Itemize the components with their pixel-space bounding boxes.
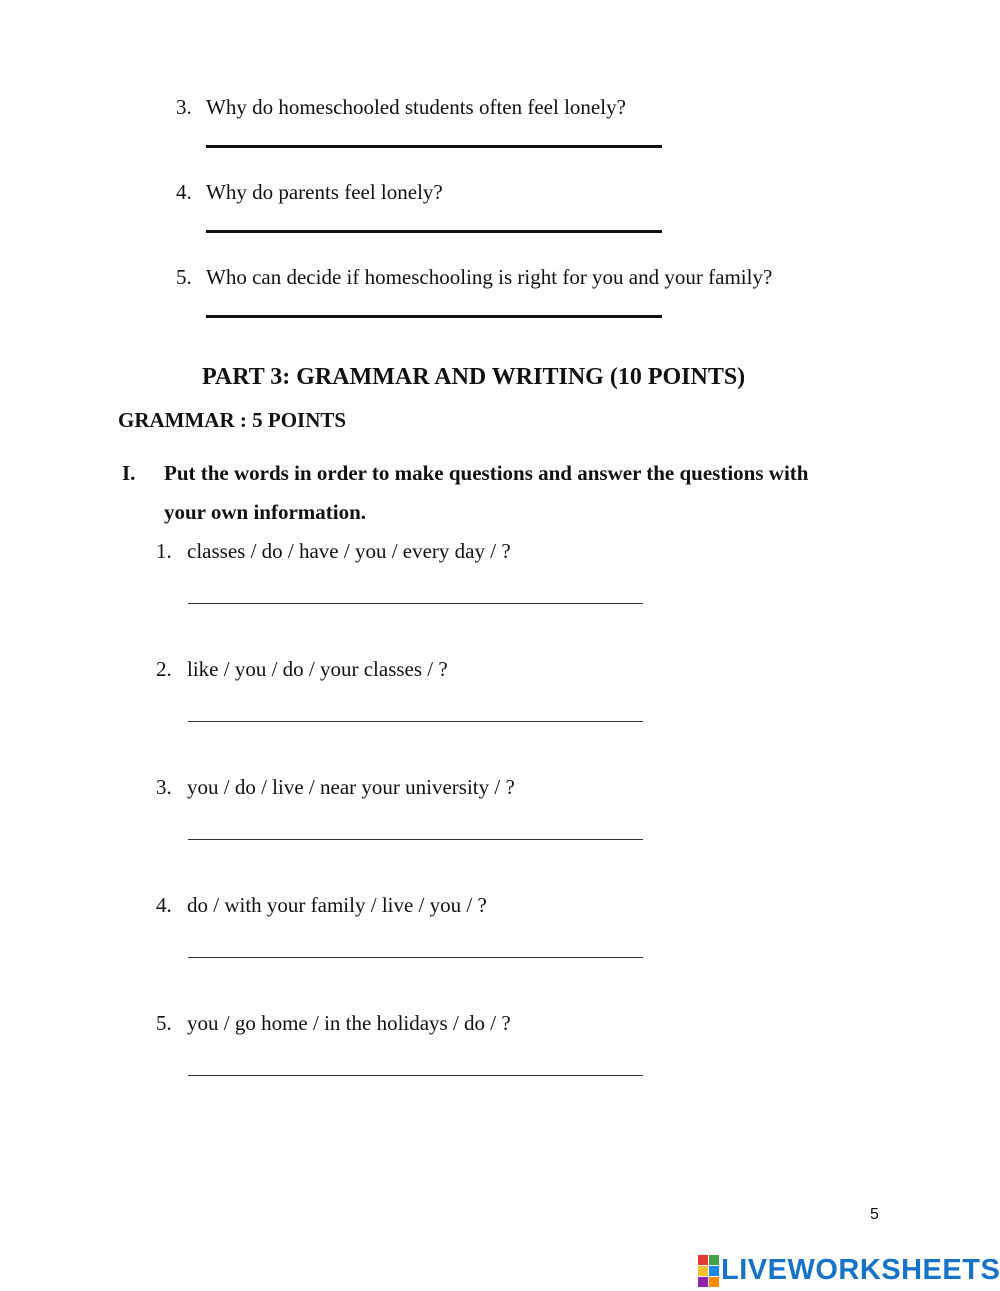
part-title: PART 3: GRAMMAR AND WRITING (10 POINTS) [202, 364, 746, 390]
logo-block [709, 1266, 719, 1276]
question-number: 4. [176, 180, 192, 204]
item-prompt: do / with your family / live / you / ? [187, 893, 487, 917]
answer-line[interactable] [188, 1075, 643, 1076]
logo-blocks-icon [698, 1255, 719, 1287]
logo-block [698, 1266, 708, 1276]
logo-block [698, 1255, 708, 1265]
item-number: 4. [156, 893, 172, 917]
answer-line[interactable] [206, 145, 662, 148]
question-text: Who can decide if homeschooling is right for you and your family? [206, 265, 773, 289]
answer-line[interactable] [206, 315, 662, 318]
logo-text: LIVEWORKSHEETS [721, 1254, 1000, 1286]
item-number: 2. [156, 657, 172, 681]
item-number: 3. [156, 775, 172, 799]
logo-block [709, 1255, 719, 1265]
answer-line[interactable] [206, 230, 662, 233]
question-number: 3. [176, 95, 192, 119]
item-number: 5. [156, 1011, 172, 1035]
item-prompt: you / go home / in the holidays / do / ? [187, 1011, 511, 1035]
question-number: 5. [176, 265, 192, 289]
answer-line[interactable] [188, 603, 643, 604]
logo-block [709, 1277, 719, 1287]
answer-line[interactable] [188, 839, 643, 840]
item-prompt: you / do / live / near your university / ? [187, 775, 515, 799]
instruction-line: your own information. [164, 500, 367, 524]
item-prompt: like / you / do / your classes / ? [187, 657, 448, 681]
item-number: 1. [156, 539, 172, 563]
section-subtitle: GRAMMAR : 5 POINTS [118, 408, 347, 432]
answer-line[interactable] [188, 957, 643, 958]
question-text: Why do parents feel lonely? [206, 180, 443, 204]
page-number: 5 [870, 1206, 879, 1223]
liveworksheets-logo [698, 1254, 1000, 1287]
logo-block [698, 1277, 708, 1287]
item-prompt: classes / do / have / you / every day / ? [187, 539, 511, 563]
question-text: Why do homeschooled students often feel lonely? [206, 95, 626, 119]
exercise-number: I. [122, 461, 136, 485]
instruction-line: Put the words in order to make questions and answer the questions with [164, 461, 809, 485]
answer-line[interactable] [188, 721, 643, 722]
